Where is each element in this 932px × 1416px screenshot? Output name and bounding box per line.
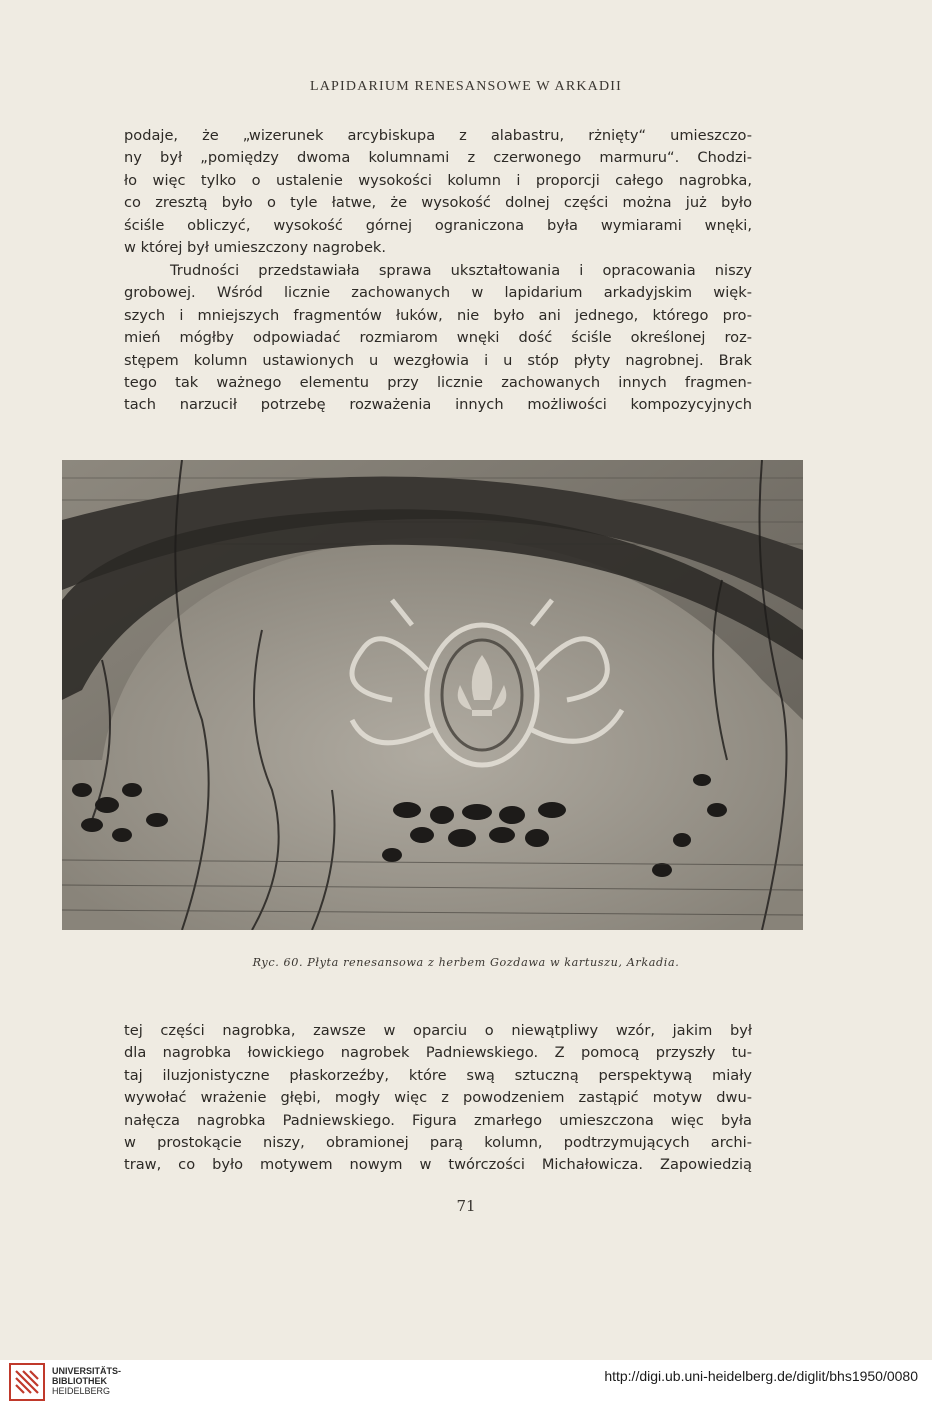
- library-name: [52, 1366, 121, 1396]
- paragraph-line: ło więc tylko o ustalenie wysokości kolumn i proporcji całego nagrobka,: [124, 171, 752, 189]
- paragraph-line: traw, co było motywem nowym w twórczości Michałowicza. Zapowiedzią: [124, 1156, 752, 1174]
- paragraph-line: co zresztą było o tyle łatwe, że wysokość dolnej części można już było: [124, 194, 752, 212]
- page-number: 71: [456, 1197, 476, 1215]
- paragraph-3: [124, 1020, 752, 1177]
- paragraph-line: nałęcza nagrobka Padniewskiego. Figura zmarłego umieszczona więc była: [124, 1111, 752, 1129]
- paragraph-line: Trudności przedstawiała sprawa ukształtowania i opracowania niszy: [170, 262, 752, 279]
- paragraph-line: wywołać wrażenie głębi, mogły więc z powodzeniem zastąpić motyw dwu-: [124, 1089, 752, 1107]
- paragraph-line: w której był umieszczony nagrobek.: [124, 239, 387, 257]
- paragraph-line: dla nagrobka łowickiego nagrobek Padniewskiego. Z pomocą przyszły tu-: [124, 1044, 752, 1062]
- paragraph-line: ny był „pomiędzy dwoma kolumnami z czerwonego marmuru“. Chodzi-: [124, 149, 752, 167]
- relief-photo-illustration: [62, 460, 803, 930]
- paragraph-line: tej części nagrobka, zawsze w oparciu o niewątpliwy wzór, jakim był: [124, 1022, 752, 1039]
- paragraph-1: [124, 125, 752, 259]
- library-name-line: UNIVERSITÄTS-: [52, 1366, 122, 1376]
- paragraph-line: tego tak ważnego elementu przy licznie zachowanych innych fragmen-: [124, 374, 752, 392]
- library-name-line: HEIDELBERG: [52, 1386, 111, 1396]
- paragraph-line: ściśle obliczyć, wysokość górnej ograniczona była wymiarami wnęki,: [124, 216, 752, 234]
- paragraph-line: grobowej. Wśród licznie zachowanych w lapidarium arkadyjskim więk-: [124, 284, 752, 302]
- paragraph-line: tach narzucił potrzebę rozważenia innych możliwości kompozycyjnych: [124, 396, 752, 414]
- paragraph-line: stępem kolumn ustawionych u wezgłowia i u stóp płyty nagrobnej. Brak: [124, 351, 752, 369]
- paragraph-line: w prostokącie niszy, obramionej parą kolumn, podtrzymujących archi-: [124, 1134, 752, 1152]
- library-name-line: BIBLIOTHEK: [52, 1376, 107, 1386]
- running-head: LAPIDARIUM RENESANSOWE W ARKADII: [309, 79, 623, 94]
- figure-caption: Ryc. 60. Płyta renesansowa z herbem Gozdawa w kartuszu, Arkadia.: [252, 956, 680, 969]
- paragraph-line: mień mógłby odpowiadać rozmiarom wnęki dość ściśle określonej roz-: [124, 329, 752, 347]
- ub-heidelberg-logo-icon[interactable]: [9, 1363, 45, 1401]
- paragraph-line: podaje, że „wizerunek arcybiskupa z alabastru, rżnięty“ umieszczo-: [124, 127, 752, 144]
- paragraph-line: taj iluzjonistyczne płaskorzeźby, które swą sztuczną perspektywą miały: [124, 1066, 752, 1084]
- paragraph-2: [124, 260, 752, 417]
- figure-photo: [62, 460, 803, 930]
- paragraph-line: szych i mniejszych fragmentów łuków, nie było ani jednego, którego pro-: [124, 306, 752, 324]
- permalink-url[interactable]: http://digi.ub.uni-heidelberg.de/diglit/bhs1950/0080: [604, 1368, 918, 1384]
